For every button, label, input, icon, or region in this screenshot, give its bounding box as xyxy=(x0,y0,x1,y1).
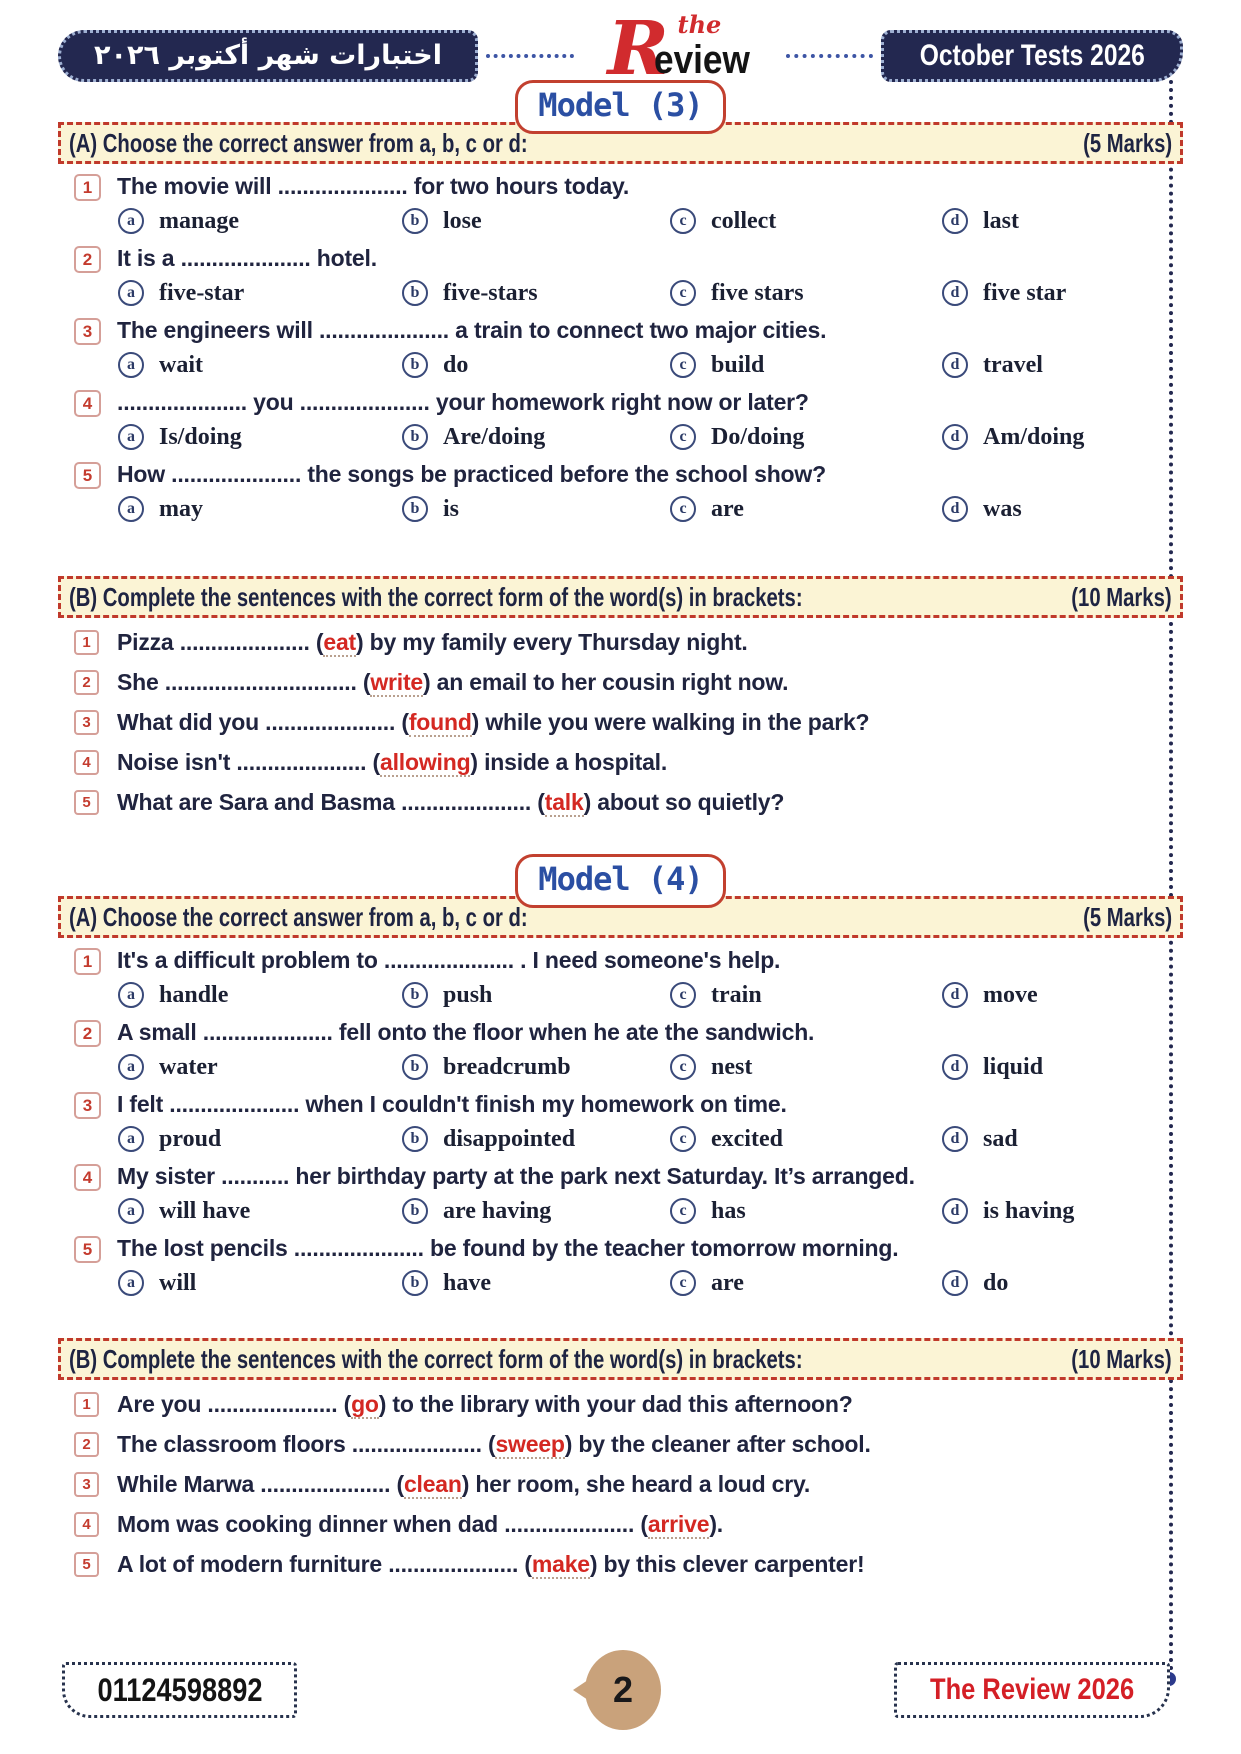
option-label: will have xyxy=(159,1198,251,1224)
question-number: 5 xyxy=(74,462,101,489)
option-c xyxy=(670,422,942,452)
question-text: The lost pencils ..................... be found by the teacher tomorrow morning. xyxy=(117,1235,899,1261)
option-c xyxy=(670,1268,942,1298)
option-d xyxy=(942,278,1066,308)
header-dotted-connector-left xyxy=(486,54,574,58)
option-label: do xyxy=(983,1270,1009,1296)
section-heading: (B) Complete the sentences with the correct form of the word(s) in brackets: xyxy=(69,1343,803,1374)
option-letter: b xyxy=(402,982,428,1008)
section-marks: (10 Marks) xyxy=(1071,1343,1172,1374)
option-letter: c xyxy=(670,352,696,378)
model-3-section-a-questions xyxy=(74,171,1183,524)
question-row xyxy=(74,387,1183,417)
sentence-number: 4 xyxy=(74,1512,99,1537)
option-b xyxy=(402,1268,670,1298)
options-row xyxy=(118,1052,1183,1082)
option-label: will xyxy=(159,1270,197,1296)
question-text: I felt ..................... when I couldn't finish my homework on time. xyxy=(117,1091,787,1117)
question-row xyxy=(74,243,1183,273)
sentence-row xyxy=(74,787,1183,818)
question-number: 5 xyxy=(74,1236,101,1263)
question-row xyxy=(74,171,1183,201)
option-letter: b xyxy=(402,352,428,378)
option-c xyxy=(670,278,942,308)
options-row xyxy=(118,350,1183,380)
option-label: five stars xyxy=(711,280,804,306)
sentence-pre: Pizza ..................... ( xyxy=(117,629,324,655)
option-letter: b xyxy=(402,1054,428,1080)
option-letter: a xyxy=(118,982,144,1008)
question-row xyxy=(74,315,1183,345)
sentence-text xyxy=(117,1429,871,1460)
sentence-text xyxy=(117,707,869,738)
sentence-post: ) about so quietly? xyxy=(583,789,785,815)
question-row xyxy=(74,459,1183,489)
sentence-pre: Noise isn't ..................... ( xyxy=(117,749,381,775)
option-letter: d xyxy=(942,424,968,450)
sentence-post: ) by the cleaner after school. xyxy=(564,1431,871,1457)
option-letter: d xyxy=(942,352,968,378)
model-4-section-b-header xyxy=(58,1338,1183,1380)
option-label: last xyxy=(983,208,1019,234)
option-letter: a xyxy=(118,1054,144,1080)
arabic-title-badge xyxy=(58,30,478,82)
sentence-row xyxy=(74,1549,1183,1580)
option-c xyxy=(670,1124,942,1154)
option-label: train xyxy=(711,982,762,1008)
option-letter: d xyxy=(942,1054,968,1080)
sentence-post: ). xyxy=(709,1511,723,1537)
october-tests-badge xyxy=(881,30,1183,82)
sentence-pre: Are you ..................... ( xyxy=(117,1391,352,1417)
sentence-row xyxy=(74,1509,1183,1540)
option-letter: b xyxy=(402,496,428,522)
question-text: A small ..................... fell onto the floor when he ate the sandwich. xyxy=(117,1019,815,1045)
sentence-row xyxy=(74,747,1183,778)
option-letter: c xyxy=(670,280,696,306)
sentence-number: 4 xyxy=(74,750,99,775)
sentence-number: 5 xyxy=(74,790,99,815)
bracket-word: eat xyxy=(323,629,357,655)
option-letter: b xyxy=(402,208,428,234)
option-label: five-stars xyxy=(443,280,538,306)
bracket-word: found xyxy=(408,709,472,735)
sentence-row xyxy=(74,627,1183,658)
sentence-text xyxy=(117,1509,723,1540)
page-number: 2 xyxy=(612,1669,634,1710)
option-d xyxy=(942,206,1019,236)
logo-r-letter: R xyxy=(607,5,669,92)
sentence-number: 1 xyxy=(74,630,99,655)
question-number: 2 xyxy=(74,246,101,273)
model-4-section-b-items xyxy=(74,1389,1183,1580)
model-4-section-a-questions xyxy=(74,945,1183,1298)
option-label: are xyxy=(711,496,744,522)
option-letter: a xyxy=(118,352,144,378)
sentence-post: ) an email to her cousin right now. xyxy=(423,669,789,695)
option-label: liquid xyxy=(983,1054,1044,1080)
question-text: The engineers will ..................... a train to connect two major cities. xyxy=(117,317,827,343)
option-letter: a xyxy=(118,208,144,234)
bracket-word: sweep xyxy=(495,1431,565,1457)
option-label: collect xyxy=(711,208,777,234)
option-letter: c xyxy=(670,1198,696,1224)
question-number: 1 xyxy=(74,174,101,201)
section-marks: (5 Marks) xyxy=(1082,127,1172,158)
option-a xyxy=(118,350,402,380)
bracket-word: go xyxy=(351,1391,379,1417)
sentence-row xyxy=(74,1389,1183,1420)
option-a xyxy=(118,422,402,452)
option-b xyxy=(402,494,670,524)
option-letter: c xyxy=(670,496,696,522)
option-letter: d xyxy=(942,1198,968,1224)
option-letter: a xyxy=(118,1270,144,1296)
option-label: travel xyxy=(983,352,1043,378)
option-b xyxy=(402,1052,670,1082)
option-letter: d xyxy=(942,208,968,234)
option-c xyxy=(670,350,942,380)
option-c xyxy=(670,1196,942,1226)
arabic-title-text: اختبارات شهر أكتوبر ٢٠٢٦ xyxy=(94,40,442,71)
section-heading: (B) Complete the sentences with the correct form of the word(s) in brackets: xyxy=(69,581,803,612)
option-label: have xyxy=(443,1270,491,1296)
option-label: is having xyxy=(983,1198,1075,1224)
section-marks: (5 Marks) xyxy=(1082,901,1172,932)
option-label: push xyxy=(443,982,493,1008)
option-label: Am/doing xyxy=(983,424,1085,450)
option-b xyxy=(402,980,670,1010)
option-letter: a xyxy=(118,1126,144,1152)
option-a xyxy=(118,494,402,524)
bracket-word: write xyxy=(370,669,424,695)
question-text: The movie will ..................... for two hours today. xyxy=(117,173,630,199)
option-label: five-star xyxy=(159,280,245,306)
question-number: 1 xyxy=(74,948,101,975)
option-label: has xyxy=(711,1198,746,1224)
option-d xyxy=(942,1268,1008,1298)
sentence-number: 2 xyxy=(74,1432,99,1457)
option-label: build xyxy=(711,352,765,378)
sentence-post: ) by my family every Thursday night. xyxy=(356,629,748,655)
model-3-title: Model (3) xyxy=(515,80,725,134)
options-row xyxy=(118,206,1183,236)
question-text: ..................... you ..................... your homework right now or later? xyxy=(117,389,809,415)
option-a xyxy=(118,206,402,236)
sentence-text xyxy=(117,627,748,658)
option-letter: d xyxy=(942,496,968,522)
option-c xyxy=(670,1052,942,1082)
option-letter: d xyxy=(942,1270,968,1296)
sentence-post: ) inside a hospital. xyxy=(470,749,668,775)
question-number: 4 xyxy=(74,390,101,417)
october-tests-text: October Tests 2026 xyxy=(919,38,1145,72)
bracket-word: talk xyxy=(544,789,584,815)
option-label: was xyxy=(983,496,1022,522)
options-row xyxy=(118,1124,1183,1154)
bracket-word: arrive xyxy=(647,1511,710,1537)
sentence-number: 5 xyxy=(74,1552,99,1577)
option-label: may xyxy=(159,496,203,522)
section-heading: (A) Choose the correct answer from a, b, c or d: xyxy=(69,127,528,158)
option-label: are xyxy=(711,1270,744,1296)
sentence-text xyxy=(117,1389,853,1420)
question-row xyxy=(74,945,1183,975)
sentence-pre: She ............................... ( xyxy=(117,669,371,695)
option-letter: b xyxy=(402,1126,428,1152)
option-label: are having xyxy=(443,1198,552,1224)
sentence-pre: Mom was cooking dinner when dad ..................... ( xyxy=(117,1511,648,1537)
question-number: 2 xyxy=(74,1020,101,1047)
option-letter: d xyxy=(942,280,968,306)
option-b xyxy=(402,1196,670,1226)
sentence-row xyxy=(74,1469,1183,1500)
option-b xyxy=(402,350,670,380)
sentence-pre: A lot of modern furniture ..................... ( xyxy=(117,1551,532,1577)
option-letter: c xyxy=(670,1126,696,1152)
option-letter: b xyxy=(402,424,428,450)
option-label: move xyxy=(983,982,1038,1008)
option-label: lose xyxy=(443,208,482,234)
option-d xyxy=(942,1052,1043,1082)
the-review-logo xyxy=(582,5,778,92)
phone-badge xyxy=(62,1662,297,1718)
question-number: 3 xyxy=(74,1092,101,1119)
sentence-text xyxy=(117,787,784,818)
option-b xyxy=(402,278,670,308)
question-row xyxy=(74,1161,1183,1191)
sentence-number: 3 xyxy=(74,710,99,735)
option-label: wait xyxy=(159,352,203,378)
option-letter: c xyxy=(670,1270,696,1296)
section-heading: (A) Choose the correct answer from a, b, c or d: xyxy=(69,901,528,932)
question-row xyxy=(74,1089,1183,1119)
sentence-text xyxy=(117,667,788,698)
section-marks: (10 Marks) xyxy=(1071,581,1172,612)
option-c xyxy=(670,494,942,524)
option-letter: a xyxy=(118,280,144,306)
option-b xyxy=(402,206,670,236)
options-row xyxy=(118,278,1183,308)
option-c xyxy=(670,980,942,1010)
sentence-number: 1 xyxy=(74,1392,99,1417)
option-letter: c xyxy=(670,208,696,234)
option-label: sad xyxy=(983,1126,1018,1152)
option-a xyxy=(118,1124,402,1154)
option-letter: b xyxy=(402,1198,428,1224)
option-label: is xyxy=(443,496,460,522)
options-row xyxy=(118,1268,1183,1298)
option-letter: d xyxy=(942,982,968,1008)
option-label: nest xyxy=(711,1054,753,1080)
sentence-number: 3 xyxy=(74,1472,99,1497)
option-letter: a xyxy=(118,1198,144,1224)
phone-number: 01124598892 xyxy=(97,1671,262,1708)
model-3-section-b-items xyxy=(74,627,1183,818)
option-letter: c xyxy=(670,424,696,450)
question-text: My sister ........... her birthday party at the park next Saturday. It’s arranged. xyxy=(117,1163,915,1189)
option-letter: c xyxy=(670,982,696,1008)
question-row xyxy=(74,1233,1183,1263)
sentence-row xyxy=(74,707,1183,738)
page-header xyxy=(0,0,1241,92)
options-row xyxy=(118,980,1183,1010)
sentence-pre: What are Sara and Basma ..................... ( xyxy=(117,789,545,815)
option-label: five star xyxy=(983,280,1067,306)
question-number: 4 xyxy=(74,1164,101,1191)
question-number: 3 xyxy=(74,318,101,345)
option-label: Do/doing xyxy=(711,424,805,450)
option-letter: c xyxy=(670,1054,696,1080)
option-label: proud xyxy=(159,1126,222,1152)
option-a xyxy=(118,1268,402,1298)
option-label: water xyxy=(159,1054,218,1080)
sentence-post: ) by this clever carpenter! xyxy=(589,1551,865,1577)
sentence-post: ) her room, she heard a loud cry. xyxy=(461,1471,811,1497)
bracket-word: allowing xyxy=(380,749,471,775)
option-b xyxy=(402,422,670,452)
option-d xyxy=(942,422,1084,452)
option-d xyxy=(942,1196,1074,1226)
brand-text: The Review 2026 xyxy=(929,1673,1135,1706)
model-3-section-b-header xyxy=(58,576,1183,618)
sentence-row xyxy=(74,667,1183,698)
option-label: disappointed xyxy=(443,1126,576,1152)
sentence-text xyxy=(117,1549,864,1580)
question-text: It's a difficult problem to ..................... . I need someone's help. xyxy=(117,947,781,973)
options-row xyxy=(118,1196,1183,1226)
question-text: It is a ..................... hotel. xyxy=(117,245,377,271)
options-row xyxy=(118,494,1183,524)
option-label: handle xyxy=(159,982,229,1008)
option-label: Is/doing xyxy=(159,424,242,450)
model-4-badge-wrap xyxy=(0,854,1241,908)
logo-the-word: the xyxy=(677,9,722,39)
option-label: excited xyxy=(711,1126,783,1152)
option-d xyxy=(942,350,1043,380)
option-d xyxy=(942,980,1038,1010)
option-letter: b xyxy=(402,280,428,306)
option-label: breadcrumb xyxy=(443,1054,571,1080)
sentence-text xyxy=(117,747,667,778)
option-label: manage xyxy=(159,208,239,234)
option-a xyxy=(118,278,402,308)
sentence-text xyxy=(117,1469,810,1500)
page-footer xyxy=(0,1662,1241,1722)
option-letter: d xyxy=(942,1126,968,1152)
option-letter: a xyxy=(118,424,144,450)
option-a xyxy=(118,1052,402,1082)
brand-badge xyxy=(894,1662,1170,1718)
option-a xyxy=(118,980,402,1010)
sentence-post: ) to the library with your dad this afternoon? xyxy=(378,1391,853,1417)
page-number-blob xyxy=(585,1650,661,1730)
option-b xyxy=(402,1124,670,1154)
header-dotted-connector-right xyxy=(786,54,874,58)
option-letter: a xyxy=(118,496,144,522)
model-4-title: Model (4) xyxy=(515,854,725,908)
option-label: do xyxy=(443,352,469,378)
sentence-pre: What did you ..................... ( xyxy=(117,709,409,735)
bracket-word: clean xyxy=(403,1471,462,1497)
option-d xyxy=(942,1124,1018,1154)
sentence-pre: The classroom floors ..................... ( xyxy=(117,1431,496,1457)
option-letter: b xyxy=(402,1270,428,1296)
sentence-number: 2 xyxy=(74,670,99,695)
sentence-post: ) while you were walking in the park? xyxy=(471,709,870,735)
option-c xyxy=(670,206,942,236)
options-row xyxy=(118,422,1183,452)
bracket-word: make xyxy=(531,1551,590,1577)
option-d xyxy=(942,494,1022,524)
question-row xyxy=(74,1017,1183,1047)
option-a xyxy=(118,1196,402,1226)
sentence-row xyxy=(74,1429,1183,1460)
question-text: How ..................... the songs be practiced before the school show? xyxy=(117,461,826,487)
logo-eview-word: eview xyxy=(653,37,750,82)
sentence-pre: While Marwa ..................... ( xyxy=(117,1471,404,1497)
option-label: Are/doing xyxy=(443,424,546,450)
